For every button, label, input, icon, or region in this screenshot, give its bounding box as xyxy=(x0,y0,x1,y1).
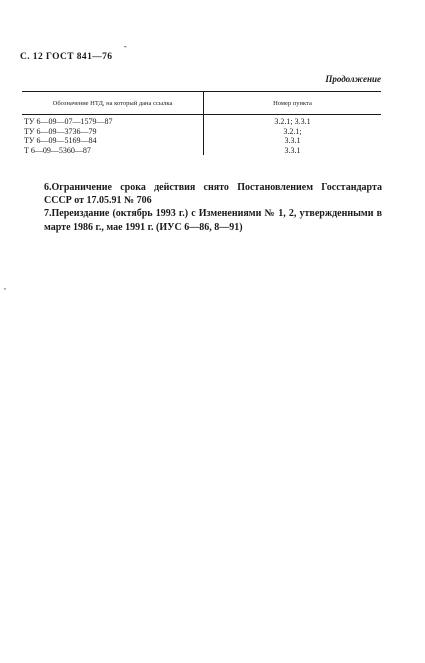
document-cell: Т 6—09—5360—87 xyxy=(22,146,204,156)
note-item xyxy=(44,207,382,233)
table-row xyxy=(22,115,381,127)
table-row xyxy=(22,127,381,137)
note-text: Ограничение срока действия снято Постановлением Госстандарта СССР от 17.05.91 № 706 xyxy=(44,182,382,207)
column-header-clause: Номер пункта xyxy=(204,92,382,115)
document-cell: ТУ 6—09—07—1579—87 xyxy=(22,115,204,127)
continuation-label: Продолжение xyxy=(325,74,381,84)
note-item xyxy=(44,181,382,207)
column-header-document: Обозначение НТД, на который дана ссылка xyxy=(22,92,204,115)
note-number: 7. xyxy=(44,208,52,220)
note-number: 6. xyxy=(44,182,52,193)
clause-cell: 3.3.1 xyxy=(284,136,301,145)
table-row xyxy=(22,136,381,146)
reference-table-body xyxy=(22,115,381,156)
document-cell: ТУ 6—09—3736—79 xyxy=(22,127,204,137)
table-row xyxy=(22,146,381,156)
reference-table xyxy=(22,91,381,155)
stray-mark: , xyxy=(4,282,6,291)
clause-cell: 3.2.1; xyxy=(283,126,302,136)
notes-section xyxy=(44,181,382,234)
clause-cell: 3.3.1 xyxy=(284,145,301,155)
page-header: С. 12 ГОСТ 841—76 xyxy=(20,52,113,62)
header-dash-mark: - xyxy=(124,42,127,51)
note-text: Переиздание (октябрь 1993 г.) с Изменениями № 1, 2, утвержденными в марте 1986 г., мае 1991 г. (ИУС 6—86, 8—91) xyxy=(44,208,382,233)
clause-cell: 3.2.1; 3.3.1 xyxy=(274,117,311,126)
reference-table-header xyxy=(22,92,381,115)
document-cell: ТУ 6—09—5169—84 xyxy=(22,136,204,146)
